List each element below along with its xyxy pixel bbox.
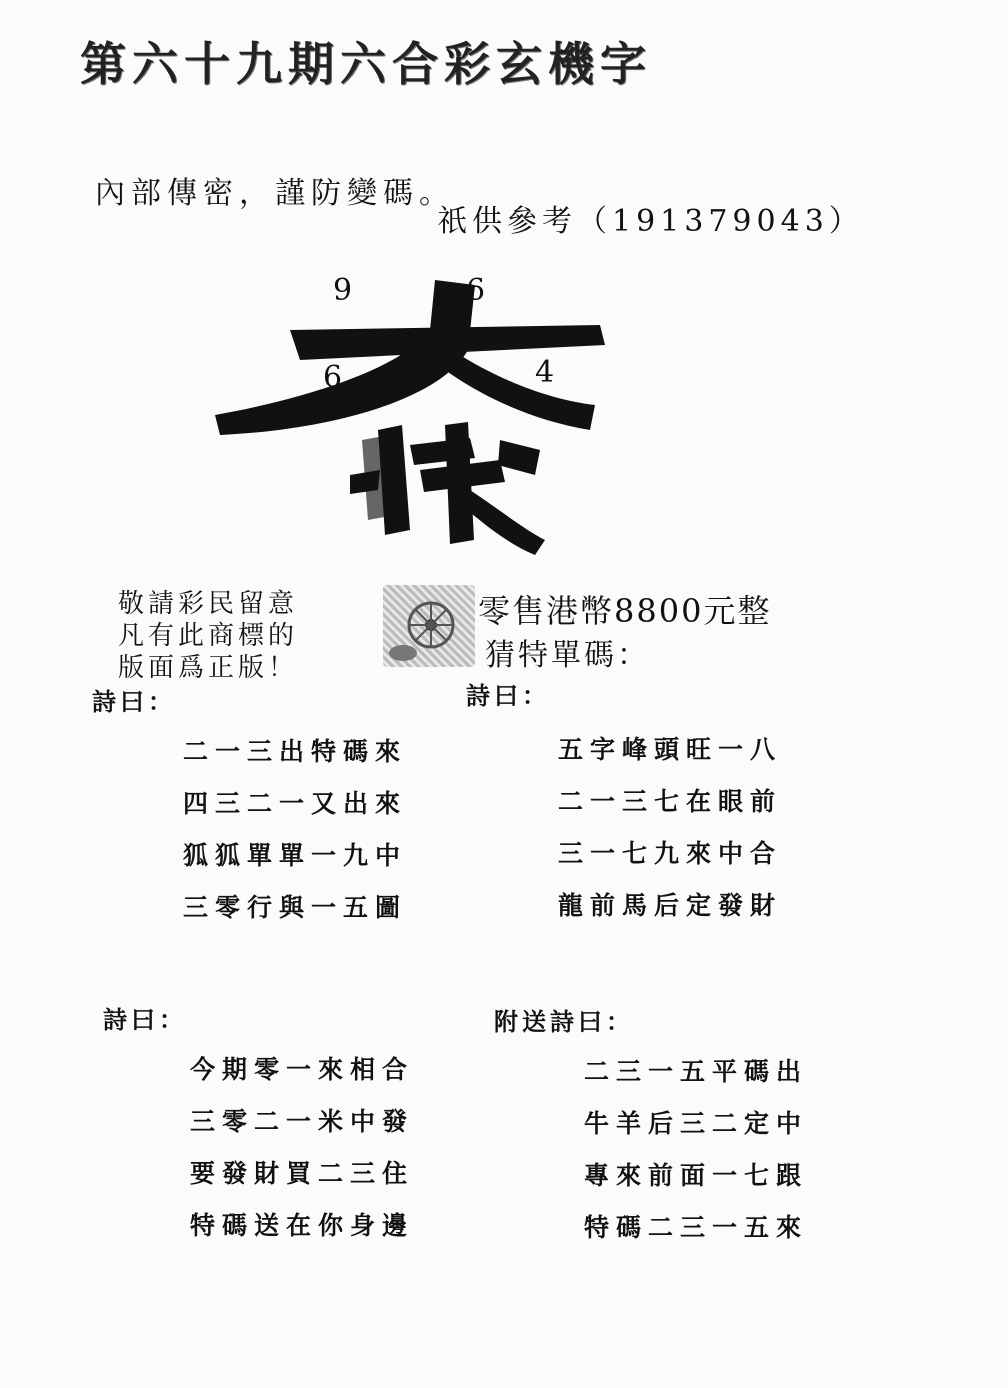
poem-line: 專來前面一七跟 xyxy=(584,1161,809,1190)
poem-line: 四三二一又出來 xyxy=(183,789,408,818)
guess-label: 猜特單碼： xyxy=(485,638,650,673)
glyph-number-mid-left: 6 xyxy=(323,360,343,395)
glyph-number-mid-right: 4 xyxy=(535,355,555,390)
poem-line: 五字峰頭旺一八 xyxy=(558,735,783,764)
poem-label-left: 詩曰： xyxy=(92,688,176,716)
poem-line: 特碼送在你身邊 xyxy=(190,1211,415,1240)
poem-line: 特碼二三一五來 xyxy=(584,1213,809,1242)
poem-line: 二三一五平碼出 xyxy=(584,1057,809,1086)
poem-label-right: 詩曰： xyxy=(466,682,550,710)
riddle-glyph-image xyxy=(210,270,610,560)
price-label: 零售港幣8800元整 xyxy=(478,592,772,630)
reference-note: 祇供參考（191379043） xyxy=(437,204,864,239)
notice-line: 凡有此商標的 xyxy=(118,621,299,651)
poem-line: 三零二一米中發 xyxy=(190,1107,415,1136)
poem-line: 龍前馬后定發財 xyxy=(558,891,783,920)
poem-line: 今期零一來相合 xyxy=(190,1055,415,1084)
poem-label-left: 詩曰： xyxy=(103,1006,187,1034)
notice-line: 敬請彩民留意 xyxy=(118,589,299,619)
bonus-poem-label: 附送詩曰： xyxy=(494,1008,634,1036)
secret-note: 內部傳密，謹防變碼。 xyxy=(95,176,455,211)
poem-line: 二一三七在眼前 xyxy=(558,787,783,816)
poem-line: 二一三出特碼來 xyxy=(183,737,408,766)
glyph-number-top-left: 9 xyxy=(333,273,353,308)
page-title: 第六十九期六合彩玄機字 xyxy=(80,37,652,91)
poem-line: 三零行與一五圖 xyxy=(183,893,408,922)
poem-line: 三一七九來中合 xyxy=(558,839,783,868)
poem-line: 牛羊后三二定中 xyxy=(584,1109,809,1138)
poem-line: 要發財買二三住 xyxy=(190,1159,415,1188)
authenticity-notice xyxy=(118,588,298,684)
notice-line: 版面爲正版！ xyxy=(118,653,299,683)
trademark-logo xyxy=(383,585,475,667)
glyph-number-top-right: 6 xyxy=(466,273,486,308)
poem-line: 狐狐單單一九中 xyxy=(183,841,408,870)
